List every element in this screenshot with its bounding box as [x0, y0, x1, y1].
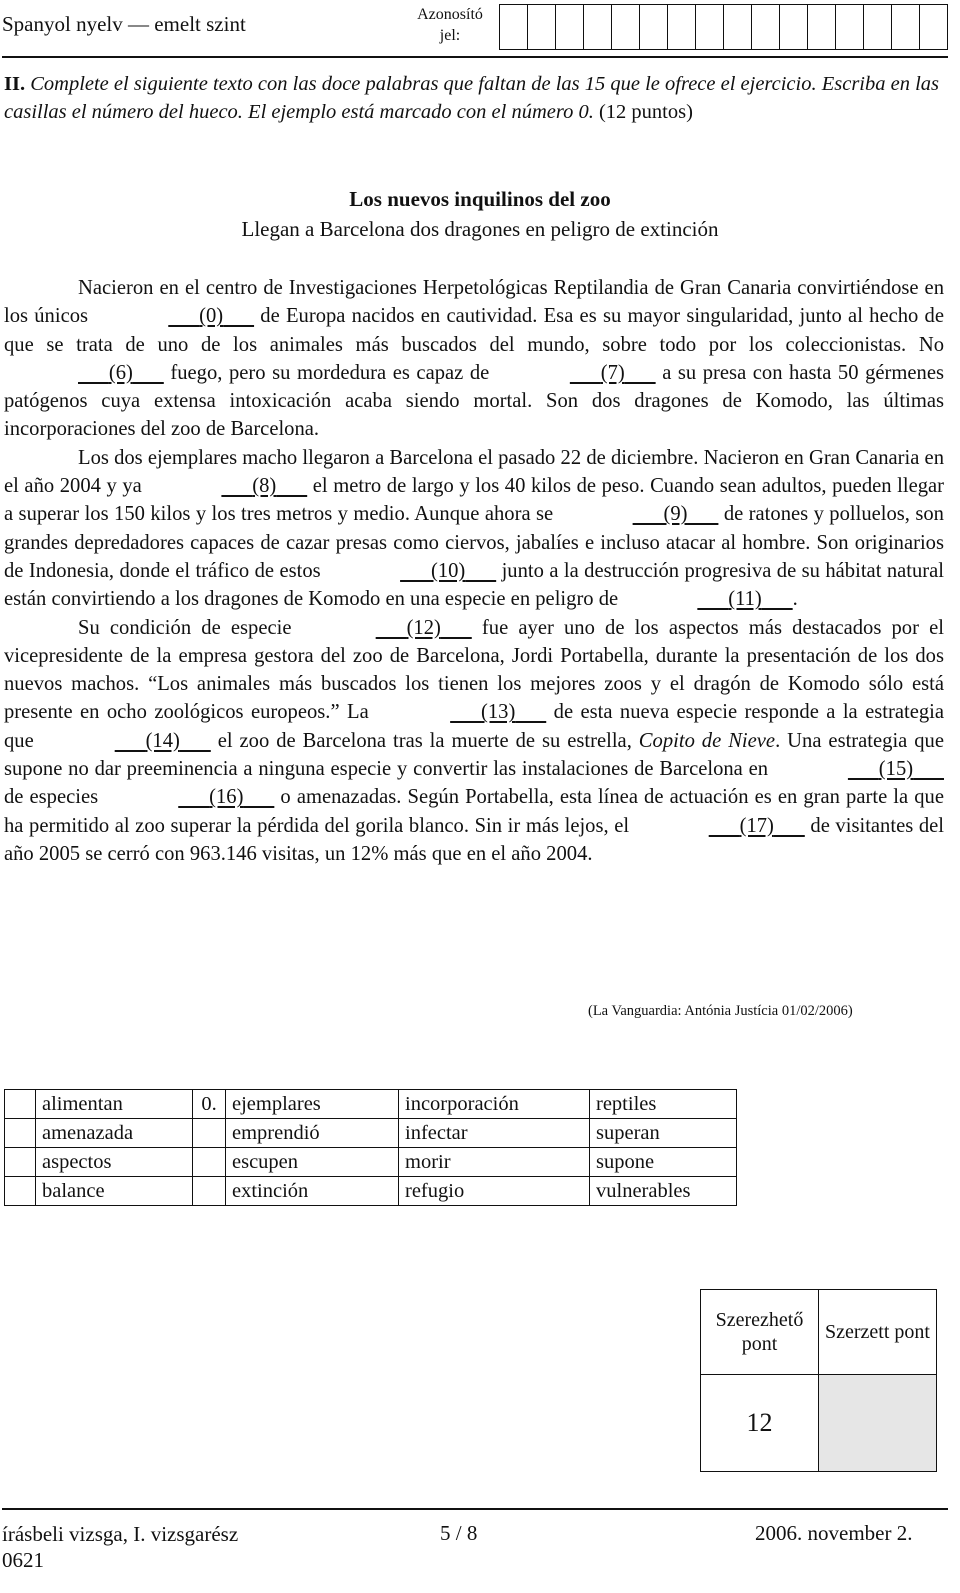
exam-date: 2006. november 2.: [755, 1521, 913, 1545]
gap-0: (0): [199, 305, 224, 328]
word-cell: aspectos: [36, 1148, 193, 1177]
task-number: II.: [4, 73, 26, 95]
gap-16: (16): [209, 786, 244, 809]
gap-17: (17): [739, 814, 774, 837]
word-cell: escupen: [226, 1148, 399, 1177]
article-subtitle: Llegan a Barcelona dos dragones en peligro de extinción: [241, 217, 719, 241]
word-cell: alimentan: [36, 1090, 193, 1119]
word-cell: ejemplares: [226, 1090, 399, 1119]
gap-7: (7): [600, 361, 625, 384]
gap-8: (8): [252, 475, 277, 498]
page-number: 5 / 8: [440, 1521, 478, 1545]
answer-cell[interactable]: [5, 1090, 36, 1119]
paragraph-3: Su condición de especie (12) fue ayer uno de los aspectos más destacados por el vicepresidente de la empresa gestora del zoo de Barcelona, Jordi Portabella, durante la presentación de los dos nuevos machos. “Los animales más buscados los tienen los mejores zoos y el dragón de Komodo sólo está presente en ocho zoológicos europeos.” La (13) de esta nueva especie responde a la estrategia que (14) el zoo de Barcelona tras la muerte de su estrella, Copito de Nieve. Una estrategia que supone no dar preeminencia a ninguna especie y convertir las instalaciones de Barcelona en (15) de especies (16) o amenazadas. Según Portabella, esta línea de actuación es en gran parte la que ha permitido al zoo superar la pérdida del gorila blanco. Sin ir más lejos, el (17) de visitantes del año 2005 se cerró con 963.146 visitas, un 12% más que en el año 2004.: [4, 614, 944, 869]
table-row: [5, 1119, 737, 1148]
gap-15: (15): [878, 758, 914, 781]
id-box[interactable]: [695, 4, 724, 50]
word-cell: vulnerables: [590, 1177, 737, 1206]
footer-exam-info: írásbeli vizsga, I. vizsgarész 0621: [2, 1522, 239, 1572]
answer-cell[interactable]: 0.: [193, 1090, 226, 1119]
gap-6: (6): [108, 361, 133, 384]
id-box[interactable]: [891, 4, 920, 50]
answer-cell[interactable]: [193, 1148, 226, 1177]
word-cell: extinción: [226, 1177, 399, 1206]
id-boxes: [500, 4, 948, 50]
answer-cell[interactable]: [5, 1177, 36, 1206]
page-header: [0, 0, 960, 56]
id-box[interactable]: [555, 4, 584, 50]
gap-10: (10): [430, 559, 466, 582]
table-row: [701, 1290, 937, 1375]
header-title: Spanyol nyelv — emelt szint: [2, 12, 246, 36]
word-cell: emprendió: [226, 1119, 399, 1148]
earned-points-header: Szerzett pont: [819, 1290, 937, 1375]
id-box[interactable]: [499, 4, 528, 50]
id-box[interactable]: [751, 4, 780, 50]
score-table: [700, 1289, 937, 1472]
article-title: Los nuevos inquilinos del zoo: [349, 187, 611, 211]
word-cell: reptiles: [590, 1090, 737, 1119]
word-cell: supone: [590, 1148, 737, 1177]
id-label: Azonosító jel:: [417, 6, 483, 44]
word-table: [4, 1089, 737, 1206]
id-box[interactable]: [527, 4, 556, 50]
gap-11: (11): [728, 588, 762, 611]
header-divider: [2, 56, 948, 58]
word-cell: incorporación: [399, 1090, 590, 1119]
word-cell: morir: [399, 1148, 590, 1177]
gap-14: (14): [145, 729, 180, 752]
article-source: (La Vanguardia: Antónia Justícia 01/02/2006): [588, 1003, 853, 1019]
id-box[interactable]: [611, 4, 640, 50]
gap-13: (13): [481, 701, 516, 724]
gap-12: (12): [406, 616, 441, 639]
id-box[interactable]: [807, 4, 836, 50]
paragraph-1: Nacieron en el centro de Investigaciones Herpetológicas Reptilandia de Gran Canaria convirtiéndose en los únicos (0) de Europa nacidos en cautividad. Esa es su mayor singularidad, junto al hecho de que se trata de uno de los animales más buscados del mundo, sobre todo por los coleccionistas. No (6) fuego, pero su mordedura es capaz de (7) a su presa con hasta 50 gérmenes patógenos cuya extensa intoxicación acaba siendo mortal. Son dos dragones de Komodo, las últimas incorporaciones del zoo de Barcelona.: [4, 277, 944, 441]
id-box[interactable]: [863, 4, 892, 50]
answer-cell[interactable]: [5, 1119, 36, 1148]
task-text: Complete el siguiente texto con las doce palabras que faltan de las 15 que le ofrece el ejercicio. Escriba en las casillas el número del hueco. El ejemplo está marcado con el número 0.: [4, 73, 940, 123]
id-box[interactable]: [583, 4, 612, 50]
id-box[interactable]: [835, 4, 864, 50]
word-cell: refugio: [399, 1177, 590, 1206]
id-box[interactable]: [667, 4, 696, 50]
instructions: [4, 70, 944, 126]
footer-divider: [2, 1508, 948, 1510]
max-points-value: 12: [701, 1375, 819, 1472]
word-cell: infectar: [399, 1119, 590, 1148]
gap-9: (9): [663, 503, 688, 526]
id-box[interactable]: [779, 4, 808, 50]
max-points-header: Szerezhető pont: [701, 1290, 819, 1375]
id-box[interactable]: [919, 4, 948, 50]
answer-cell[interactable]: [5, 1148, 36, 1177]
word-cell: balance: [36, 1177, 193, 1206]
copito-name: Copito de Nieve: [638, 729, 776, 752]
id-box[interactable]: [639, 4, 668, 50]
table-row: [5, 1090, 737, 1119]
answer-cell[interactable]: [193, 1119, 226, 1148]
article-body: [4, 274, 944, 868]
table-row: [5, 1148, 737, 1177]
paragraph-2: Los dos ejemplares macho llegaron a Barcelona el pasado 22 de diciembre. Nacieron en Gran Canaria en el año 2004 y ya (8) el metro de largo y los 40 kilos de peso. Cuando sean adultos, pueden llegar a superar los 150 kilos y los tres metros y medio. Aunque ahora se (9) de ratones y polluelos, son grandes depredadores capaces de cazar presas como ciervos, jabalíes e incluso atacar al hombre. Son originarios de Indonesia, donde el tráfico de estos (10) junto a la destrucción progresiva de su hábitat natural están convirtiendo a los dragones de Komodo en una especie en peligro de (11) .: [4, 444, 944, 614]
word-cell: amenazada: [36, 1119, 193, 1148]
earned-points-value[interactable]: [819, 1375, 937, 1472]
answer-cell[interactable]: [193, 1177, 226, 1206]
table-row: [701, 1375, 937, 1472]
id-box[interactable]: [723, 4, 752, 50]
word-cell: superan: [590, 1119, 737, 1148]
table-row: [5, 1177, 737, 1206]
task-points: (12 puntos): [598, 101, 693, 123]
